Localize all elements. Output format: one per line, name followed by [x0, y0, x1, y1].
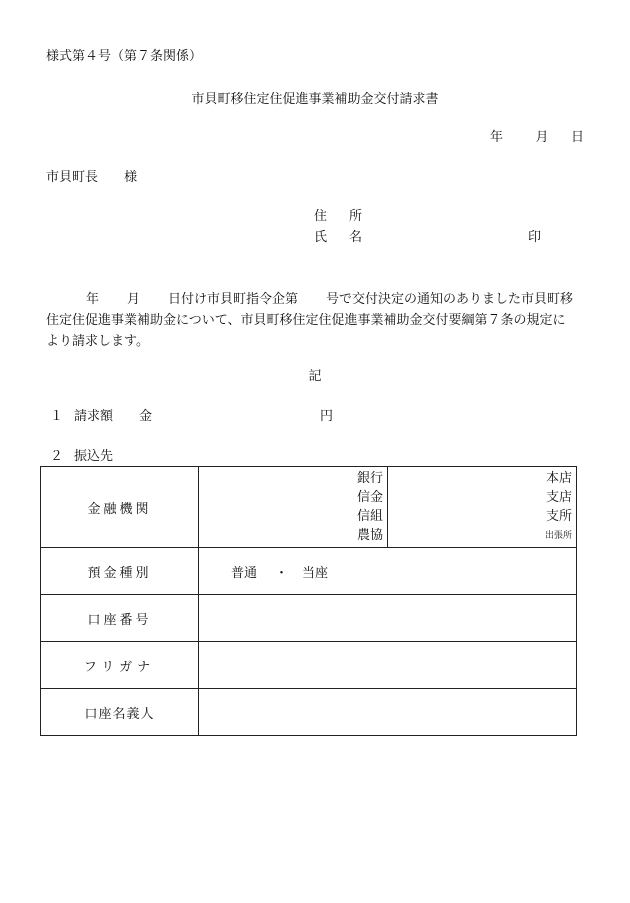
- name-label: 氏 名: [314, 230, 362, 245]
- request-body: [46, 289, 583, 352]
- item2-number: ２: [50, 449, 64, 464]
- furigana-row: [41, 642, 577, 689]
- addressee-name: 市貝町長: [46, 170, 99, 185]
- item2-label: 振込先: [74, 449, 114, 464]
- applicant-name-row: [314, 230, 370, 246]
- account-type-row: [41, 548, 577, 595]
- address-label: 住 所: [314, 209, 362, 224]
- account-number-row: [41, 595, 577, 642]
- body-line-3: より請求します。: [46, 334, 149, 349]
- institution-types: 銀行 信金 信組 農協: [199, 467, 388, 547]
- account-holder-row: [41, 689, 577, 736]
- branch-types: 本店 支店 支所 出張所: [544, 470, 572, 541]
- item1-number: １: [50, 409, 64, 424]
- item1-label: 請求額: [74, 409, 114, 424]
- institution-field[interactable]: [199, 467, 577, 548]
- account-type-current[interactable]: 当座: [302, 565, 329, 581]
- body-line-1: 年 月 日付け市貝町指令企第 号で交付決定の通知のありました市貝町移: [86, 292, 574, 307]
- furigana-field[interactable]: [199, 642, 577, 689]
- form-number: 様式第４号（第７条関係）: [46, 49, 203, 64]
- account-holder-label: 口座名義人: [41, 689, 199, 736]
- seal-mark: 印: [528, 230, 542, 245]
- institution-label: 金融機関: [41, 467, 199, 548]
- account-holder-field[interactable]: [199, 689, 577, 736]
- account-type-label: 預金種別: [41, 548, 199, 595]
- date-line: [490, 130, 584, 146]
- ki-heading: 記: [308, 369, 322, 384]
- item-request-amount: [50, 409, 333, 425]
- date-year: 年: [490, 130, 504, 145]
- transfer-table: [40, 466, 577, 736]
- addressee: [46, 170, 137, 186]
- account-type-field[interactable]: [199, 548, 577, 595]
- account-type-ordinary[interactable]: 普通: [231, 565, 258, 581]
- account-number-label: 口座番号: [41, 595, 199, 642]
- institution-row: [41, 467, 577, 548]
- account-type-separator: ・: [275, 565, 289, 581]
- furigana-label: フリガナ: [41, 642, 199, 689]
- item-transfer-destination: [50, 449, 113, 465]
- account-number-field[interactable]: [199, 595, 577, 642]
- item1-yen: 円: [320, 409, 334, 424]
- date-month: 月: [535, 130, 549, 145]
- addressee-honorific: 様: [124, 170, 138, 185]
- body-line-2: 住定住促進事業補助金について、市貝町移住定住促進事業補助金交付要綱第７条の規定に: [46, 313, 566, 328]
- date-day: 日: [570, 130, 584, 145]
- applicant-address-row: [314, 209, 370, 225]
- item1-kin: 金: [139, 409, 153, 424]
- document-title: 市貝町移住定住促進事業補助金交付請求書: [191, 92, 439, 107]
